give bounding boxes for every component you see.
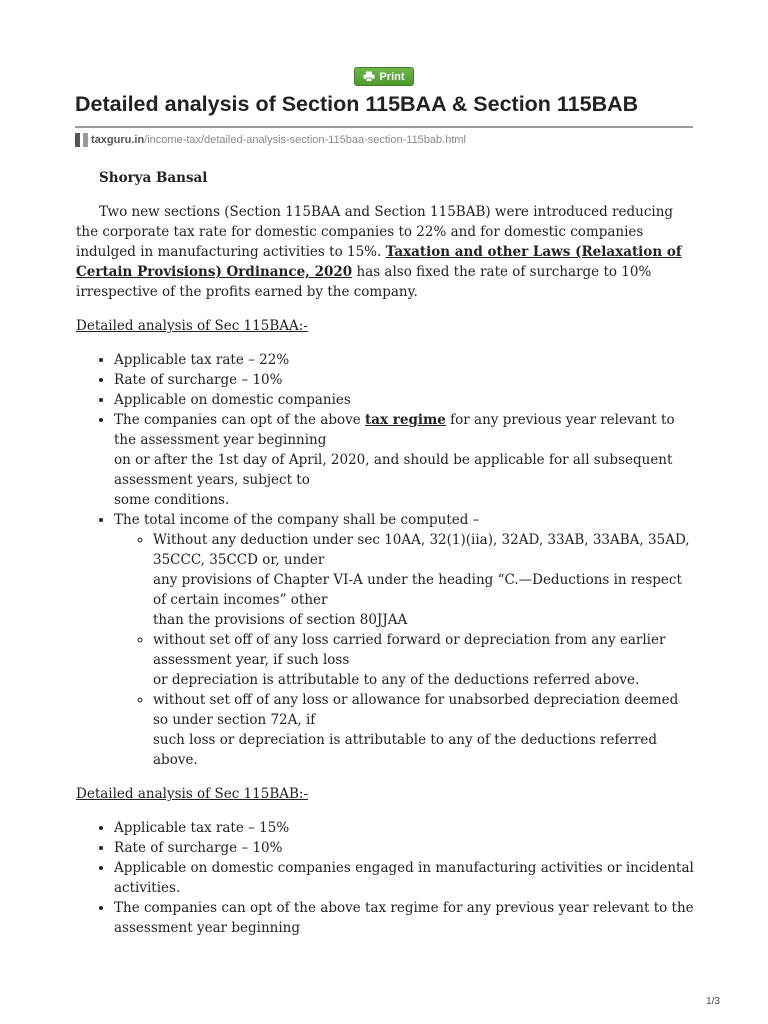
author-name: Shorya Bansal [99, 170, 208, 186]
print-button-label: Print [379, 70, 405, 83]
source-bar-icon [83, 133, 88, 147]
list-115bab [76, 818, 694, 938]
list-text: without set off of any loss or allowance for unabsorbed depreciation deemed so under section 72A, if [153, 692, 679, 728]
source-path: /income-tax/detailed-analysis-section-115baa-section-115bab.html [144, 134, 466, 146]
print-button[interactable] [354, 67, 414, 86]
intro-text: Two new sections (Section 115BAA and Section 115BAB) were introduced reducing the corporate tax rate for domestic companies to 22% and for domestic companies indulged in manufacturing activities to 15%. [76, 204, 674, 260]
list-text: or depreciation is attributable to any of the deductions referred above. [153, 672, 640, 688]
sub-list-item [153, 530, 694, 630]
list-item: • Applicable on domestic companies [114, 390, 694, 410]
list-text: Without any deduction under sec 10AA, 32(1)(iia), 32AD, 33AB, 33ABA, 35AD, 35CCC, 35CCD or, under [153, 532, 690, 568]
list-item: • Applicable tax rate – 22% [114, 350, 694, 370]
list-item: • Rate of surcharge – 10% [114, 838, 694, 858]
sub-list [114, 530, 694, 770]
list-text: any provisions of Chapter VI-A under the heading “C.—Deductions in respect of certain incomes” other [153, 572, 682, 608]
sub-list-item [153, 690, 694, 770]
source-url[interactable] [75, 133, 466, 147]
page-number: 1/3 [706, 996, 720, 1007]
list-text: for any previous year relevant to the assessment year beginning [114, 412, 675, 448]
intro-text: has also fixed the rate of surcharge to 10% irrespective of the profits earned by the company. [76, 264, 652, 300]
list-text: on or after the 1st day of April, 2020, and should be applicable for all subsequent assessment years, subject to [114, 452, 673, 488]
list-item [114, 510, 694, 770]
source-domain: taxguru.in [91, 134, 145, 146]
section-heading-115bab: Detailed analysis of Sec 115BAB:- [76, 786, 309, 802]
article-body [76, 168, 694, 952]
section-heading-115baa: Detailed analysis of Sec 115BAA:- [76, 318, 308, 334]
list-item: • Applicable tax rate – 15% [114, 818, 694, 838]
list-text: without set off of any loss carried forward or depreciation from any earlier assessment year, if such loss [153, 632, 666, 668]
list-item: • The companies can opt of the above tax regime for any previous year relevant to the assessment year beginning [114, 898, 694, 938]
tax-regime-link[interactable]: tax regime [365, 412, 446, 428]
list-item: • Rate of surcharge – 10% [114, 370, 694, 390]
list-text: some conditions. [114, 492, 230, 508]
source-bar-icon [75, 133, 80, 147]
list-115baa [76, 350, 694, 770]
ordinance-link[interactable]: Taxation and other Laws (Relaxation of Certain Provisions) Ordinance, 2020 [76, 244, 682, 280]
list-text: The total income of the company shall be computed – [114, 512, 480, 528]
printer-icon [363, 71, 375, 82]
list-text: such loss or depreciation is attributable to any of the deductions referred above. [153, 732, 657, 768]
list-item: • Applicable on domestic companies engaged in manufacturing activities or incidental activities. [114, 858, 694, 898]
sub-list-item [153, 630, 694, 690]
page-title: Detailed analysis of Section 115BAA & Section 115BAB [75, 92, 639, 116]
title-divider [75, 126, 693, 128]
intro-paragraph [76, 202, 694, 302]
list-text: The companies can opt of the above [114, 412, 366, 428]
list-item [114, 410, 694, 510]
list-text: than the provisions of section 80JJAA [153, 612, 408, 628]
